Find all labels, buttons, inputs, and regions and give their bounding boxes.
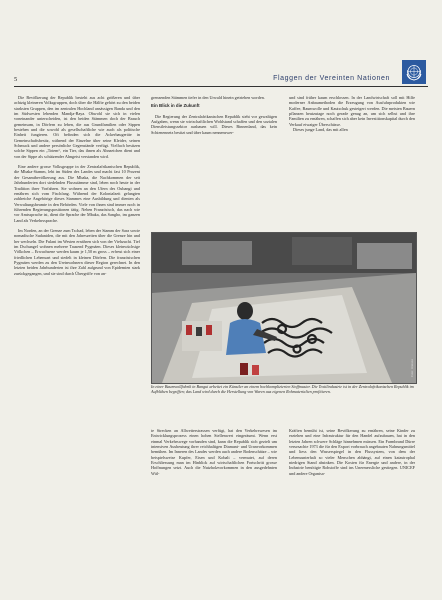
paragraph: Kräften bemüht ist, seine Bevölkerung zu ernähren, seine Kinder zu erziehen und eine Infrastruktur für den Handel aufzubauen, hat in den letzten Jahren schwere Schläge hinnehmen müssen. Ein Farmbrand Dürre verursachte 1973 die für den Export vorbrauch angebauten Nahrungsmittel und liess den Wasserspiegel in den Flussystem, von dem der Lebensunterhalt so vieler Menschen abhängt, auf einen katastrophal niedrigen Stand absinken. Die Kosten für Energie und andere, in der Industrie benötigte Rohstoffe sind ins Unermessliche gestiegen. UNICEF und andere Organisa- — [289, 428, 415, 476]
page-header — [14, 58, 428, 88]
column-3 — [289, 95, 415, 132]
header-rule — [14, 86, 428, 87]
page-number: 5 — [14, 76, 18, 83]
column-3-bottom — [289, 428, 415, 476]
paragraph: grenzenden Stämmen tiefer in den Urwald hinein getrieben worden. — [151, 95, 265, 100]
paragraph: Dieses junge Land, das mit allen — [293, 127, 348, 133]
paragraph: Die Bevölkerung der Republik besteht aus acht größeren und über achtzig kleineren Volksgruppen, doch über die Hälfte gehört zu den beiden starksten Gruppen, den im zentralen Hochland ansässigen Banda und den im Südwesten lebenden Mandja-Baya. Obwohl sie sich in vielen voneinander unterscheiden, ist den beiden Stämmen doch der Brauch gemeinsam, in Dörfern zu leben, die aus Grundfamilien oder Sippen bestehen und die sowohl als gesellschaftliche wie auch als politische Einheit fungieren. Oft befinden sich die Ackerbaugeräte in Gemeinschaftsbesitz, während der Einzelne über seine Kleider, seinen Schmuck und andere persönliche Gegenstände verfügt. Vielfach besitzen solche Sippen ein „Totem“, ein Tier, das ihnen als Ahnzeichen dient und von der Sippe als schützender Ahngeist verstanden wird. — [14, 95, 140, 159]
photo-credit: Foto: Unesco — [410, 359, 414, 377]
column-2 — [151, 95, 277, 135]
paragraph: Im Norden, an der Grenze zum Tschad, leben der Stamm der Sara sowie nomadische Sudaniden, die mit den Jahreszeiten über die Grenze hin und her wechseln. Die Fulani im Westen ernähren sich von der Viehzucht. Tief im Dschungel wohnen mehrere Tausend Pygmäen. Dieses kleinwüchsige Völkchen – Erwachsene werden kaum je 1,50 m gross – erfreut sich einer friedlichen Lebensart und siedelt in kleinen Dörfern. Die französischen Pygmäen werden zu den Ureinwohnern dieser Region gerechnet. In den letzten beiden Jahrhunderten ist ihre Zahl aufgrund von Epidemien stark zurückgegangen, und sie sind durch Übergriffe von an- — [14, 227, 140, 276]
running-title: Flaggen der Vereinten Nationen — [273, 75, 390, 82]
paragraph: Eine andere grosse Volksgruppe in der Zentralafrikanischen Republik, die Mbaka-Stamm, lebt im Süden des Landes und macht fast 10 Prozent der Gesamtbevölkerung aus. Die Mbaka, die Nachkommen der seit Jahrhunderten dort siedelnden Flussstämme sind, leben noch heute in der Tradition ihrer Vorfahren. Sie wohnen an den Ufern des Oubangi und ernähren sich vom Fischfang. Während der Kolonialzeit gelangten zahlreiche Angehörige dieses Stammes eine Ausbildung und dienten als Verwaltungsbeamte in den Behörden. Viele von ihnen sind immer noch in führenden Regierungspositionen tätig. Neben Französisch, das nach wie vor Amtssprache ist, dient die Sprache der Mbaka, das Sangho, im ganzen Land als Verkehrssprache. — [14, 164, 140, 223]
paragraph: und sind früher kaum erschlossen. In der Landwirtschaft soll mit Hilfe moderner Anbaumethoden die Erzeugung von Ausfuhrprodukten wie Kaffee, Baumwolle und Kautschuk gesteigert werden. Die meisten Bauern pflanzen heutzutage noch gerade genug an, um sich selbst und ihre Familien zu ernähren, schaffen sich aber kein Investitionskapital durch den Verkauf etwaiger Überschüsse. — [289, 95, 415, 127]
photo-textile-artist — [151, 232, 417, 384]
column-2-bottom — [151, 428, 277, 476]
section-heading: Ein Blick in die Zukunft — [151, 103, 200, 109]
paragraph: Die Regierung der Zentralafrikanischen Republik steht vor gewaltigen Aufgaben, wenn sie wirtschaftlichen Wohlstand schaffen und den sozialen Dienstleistungssektor ausbauen will. Dieses Binnenland, das kein Schienennetz besitzt und über kaum nennenswer- — [151, 113, 277, 135]
paragraph: te Strecken an Allwetterstrassen verfügt, hat den Verkehrswesen im Entwicklungsprozess einen hohen Stellenwert eingeräumt. Wenn erst einmal Verkehrswege vorhanden sind, kann die Republik sich gezielt um intensiven Ausbeutung ihrer reichhaltigen Diamant- und Uranvorkommen bemühen. Im Inneren des Landes werden auch andere Bodenschätze – wie beispielsweise Kupfer, Eisen und Kobalt – vermutet, auf deren Erschliessung man im Hinblick auf wirtschaftlichen Fortschritt grosse Hoffnungen setzt. Auch die Nutzholzvorkommen in den ausgedehnten Wäl- — [151, 428, 277, 476]
un-emblem-icon — [402, 60, 426, 84]
photo-caption: In einer Baumwollfabrik in Bangui arbeitet ein Künstler an einem hochkomplizierten Stoffmuster. Die Textilindustrie ist in der Zentralafrikanischen Republik im Aufblühen begriffen; das Land wird durch die Herstellung von Waren aus eigenen Rohmaterialien profitieren. — [151, 384, 414, 395]
column-1 — [14, 95, 140, 276]
photo-illustration — [152, 233, 416, 383]
